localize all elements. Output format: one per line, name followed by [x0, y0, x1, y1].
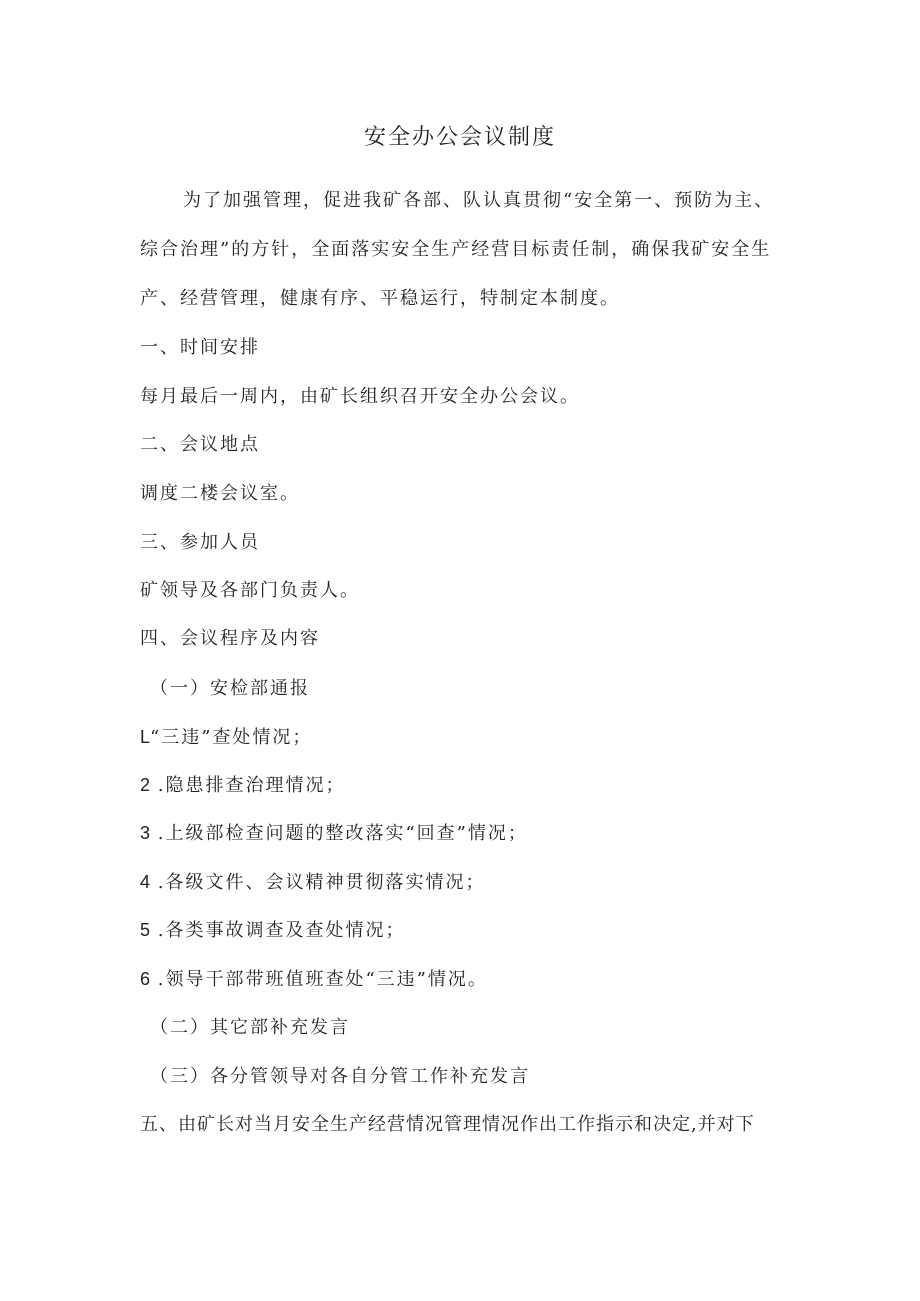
- list-item-number: 4: [140, 872, 151, 892]
- list-item: [140, 966, 488, 993]
- list-item-number: 3: [140, 823, 151, 843]
- list-item: [140, 869, 485, 896]
- list-item: [140, 917, 405, 944]
- subsection-supervisors: （三）各分管领导对各自分管工作补充发言: [150, 1066, 530, 1087]
- section-heading-location: 二、会议地点: [140, 434, 260, 455]
- section-heading-procedure: 四、会议程序及内容: [140, 628, 320, 649]
- list-item-text: “三违”查处情况；: [150, 727, 313, 748]
- section-body-time: 每月最后一周内，由矿长组织召开安全办公会议。: [140, 386, 580, 407]
- section-five-line: 五、由矿长对当月安全生产经营情况管理情况作出工作指示和决定,并对下: [140, 1114, 755, 1135]
- list-item-text: .各类事故调查及查处情况；: [150, 920, 406, 941]
- document-title: 安全办公会议制度: [363, 125, 556, 150]
- subsection-safety-report: （一）安检部通报: [150, 678, 310, 699]
- list-item-number: 5: [140, 920, 151, 940]
- section-heading-attendees: 三、参加人员: [140, 532, 260, 553]
- intro-line-3: 产、经营管理，健康有序、平稳运行，特制定本制度。: [140, 288, 620, 309]
- list-item-text: .领导干部带班值班查处“三违”情况。: [150, 969, 488, 990]
- list-item: [140, 820, 528, 847]
- intro-line-2: 综合治理”的方针，全面落实安全生产经营目标责任制，确保我矿安全生: [140, 239, 772, 260]
- list-item-text: .隐患排查治理情况；: [150, 775, 346, 796]
- list-item-number: 2: [140, 775, 151, 795]
- section-heading-time: 一、时间安排: [140, 337, 260, 358]
- subsection-other-departments: （二）其它部补充发言: [150, 1017, 350, 1038]
- list-item-text: .各级文件、会议精神贯彻落实情况；: [150, 872, 486, 893]
- list-item: [140, 724, 312, 751]
- intro-line-1: 为了加强管理，促进我矿各部、队认真贯彻“安全第一、预防为主、: [183, 190, 775, 211]
- section-body-attendees: 矿领导及各部门负责人。: [140, 580, 360, 601]
- list-item-text: .上级部检查问题的整改落实“回查”情况；: [150, 823, 528, 844]
- section-body-location: 调度二楼会议室。: [140, 483, 300, 504]
- list-item: [140, 772, 345, 799]
- list-item-number: 6: [140, 969, 151, 989]
- list-item-number: L: [140, 727, 151, 747]
